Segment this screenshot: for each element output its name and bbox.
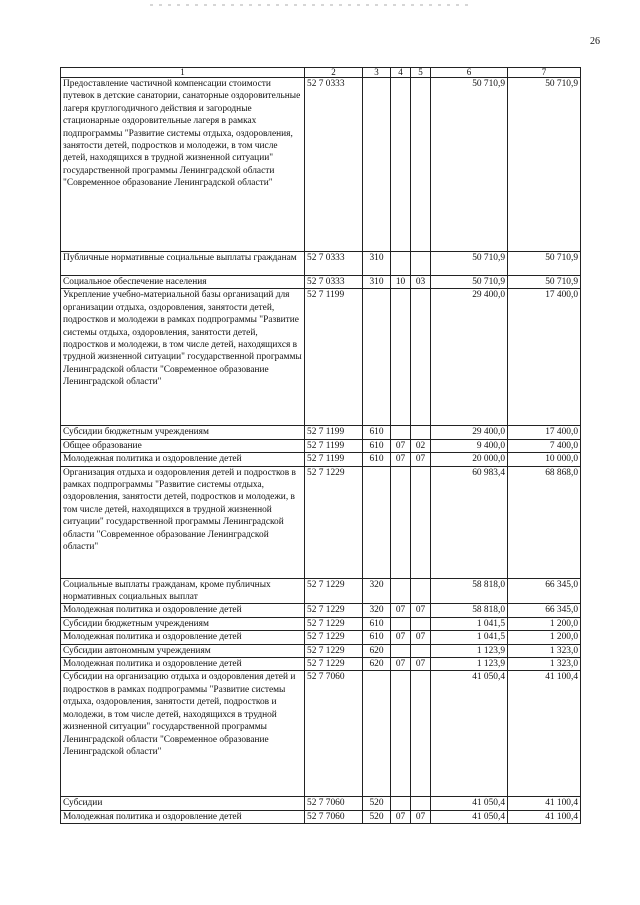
row-name: Субсидии бюджетным учреждениям — [61, 617, 305, 630]
column-header: 5 — [411, 68, 431, 78]
table-row — [61, 466, 581, 578]
row-amount-1: 50 710,9 — [431, 252, 508, 276]
row-expense-type: 320 — [363, 604, 391, 617]
row-name: Молодежная политика и оздоровление детей — [61, 810, 305, 823]
row-name: Молодежная политика и оздоровление детей — [61, 631, 305, 644]
row-name: Социальные выплаты гражданам, кроме публичных нормативных социальных выплат — [61, 578, 305, 604]
row-section — [391, 426, 411, 439]
row-name: Субсидии на организацию отдыха и оздоровления детей и подростков в рамках подпрограммы "Развитие системы отдыха, оздоровления, занятости детей, подростков и молодежи, в том числе детей, находящихся в трудной жизненной ситуации" государственной программы Ленинградской области "Современное образование Ленинградской области" — [61, 671, 305, 797]
row-section — [391, 289, 411, 426]
row-name: Публичные нормативные социальные выплаты гражданам — [61, 252, 305, 276]
table-row — [61, 453, 581, 466]
row-section — [391, 252, 411, 276]
table-row — [61, 289, 581, 426]
row-amount-1: 50 710,9 — [431, 78, 508, 252]
row-amount-1: 1 123,9 — [431, 658, 508, 671]
row-name: Молодежная политика и оздоровление детей — [61, 658, 305, 671]
row-expense-type: 620 — [363, 658, 391, 671]
row-target-code: 52 7 1199 — [305, 453, 363, 466]
row-expense-type — [363, 289, 391, 426]
row-amount-2: 41 100,4 — [508, 797, 581, 810]
row-target-code: 52 7 7060 — [305, 671, 363, 797]
table-row — [61, 439, 581, 452]
table-row — [61, 426, 581, 439]
row-section — [391, 78, 411, 252]
row-expense-type: 310 — [363, 276, 391, 289]
row-name: Субсидии автономным учреждениям — [61, 644, 305, 657]
table-row — [61, 578, 581, 604]
row-amount-1: 9 400,0 — [431, 439, 508, 452]
row-section: 07 — [391, 604, 411, 617]
row-section — [391, 797, 411, 810]
row-subsection — [411, 644, 431, 657]
row-target-code: 52 7 1199 — [305, 439, 363, 452]
row-section — [391, 466, 411, 578]
row-target-code: 52 7 1229 — [305, 578, 363, 604]
row-section — [391, 617, 411, 630]
row-target-code: 52 7 1229 — [305, 644, 363, 657]
row-amount-1: 60 983,4 — [431, 466, 508, 578]
row-amount-2: 50 710,9 — [508, 276, 581, 289]
row-subsection — [411, 797, 431, 810]
row-target-code: 52 7 1229 — [305, 466, 363, 578]
row-amount-1: 20 000,0 — [431, 453, 508, 466]
row-expense-type: 610 — [363, 631, 391, 644]
row-name: Общее образование — [61, 439, 305, 452]
row-expense-type — [363, 78, 391, 252]
row-target-code: 52 7 1229 — [305, 658, 363, 671]
row-expense-type: 520 — [363, 810, 391, 823]
row-subsection — [411, 617, 431, 630]
row-expense-type: 610 — [363, 453, 391, 466]
row-amount-1: 41 050,4 — [431, 671, 508, 797]
row-subsection — [411, 466, 431, 578]
row-amount-2: 1 323,0 — [508, 658, 581, 671]
row-amount-2: 17 400,0 — [508, 289, 581, 426]
row-section: 07 — [391, 631, 411, 644]
row-amount-1: 50 710,9 — [431, 276, 508, 289]
row-amount-1: 58 818,0 — [431, 578, 508, 604]
row-target-code: 52 7 1229 — [305, 604, 363, 617]
column-header: 6 — [431, 68, 508, 78]
table-row — [61, 604, 581, 617]
row-name: Субсидии — [61, 797, 305, 810]
row-amount-2: 1 200,0 — [508, 631, 581, 644]
row-amount-1: 1 041,5 — [431, 617, 508, 630]
row-amount-2: 68 868,0 — [508, 466, 581, 578]
scan-artifact — [150, 4, 470, 6]
row-amount-2: 41 100,4 — [508, 810, 581, 823]
row-target-code: 52 7 7060 — [305, 810, 363, 823]
row-target-code: 52 7 1229 — [305, 617, 363, 630]
row-subsection: 03 — [411, 276, 431, 289]
row-expense-type: 610 — [363, 617, 391, 630]
row-expense-type: 520 — [363, 797, 391, 810]
row-section: 07 — [391, 658, 411, 671]
row-section — [391, 578, 411, 604]
row-name: Субсидии бюджетным учреждениям — [61, 426, 305, 439]
table-row — [61, 631, 581, 644]
row-amount-1: 41 050,4 — [431, 810, 508, 823]
page-number: 26 — [590, 36, 600, 47]
table-row — [61, 810, 581, 823]
table-row — [61, 252, 581, 276]
column-header: 2 — [305, 68, 363, 78]
row-section — [391, 671, 411, 797]
row-amount-2: 10 000,0 — [508, 453, 581, 466]
column-header: 4 — [391, 68, 411, 78]
column-header: 1 — [61, 68, 305, 78]
column-header: 3 — [363, 68, 391, 78]
table-row — [61, 797, 581, 810]
table-row — [61, 644, 581, 657]
row-target-code: 52 7 0333 — [305, 276, 363, 289]
table-row — [61, 658, 581, 671]
row-section — [391, 644, 411, 657]
row-subsection — [411, 426, 431, 439]
column-header: 7 — [508, 68, 581, 78]
row-expense-type: 320 — [363, 578, 391, 604]
row-amount-1: 58 818,0 — [431, 604, 508, 617]
row-expense-type: 610 — [363, 439, 391, 452]
row-amount-1: 1 123,9 — [431, 644, 508, 657]
row-target-code: 52 7 1199 — [305, 426, 363, 439]
row-amount-1: 29 400,0 — [431, 289, 508, 426]
row-expense-type — [363, 466, 391, 578]
row-amount-2: 17 400,0 — [508, 426, 581, 439]
table-row — [61, 276, 581, 289]
row-name: Социальное обеспечение населения — [61, 276, 305, 289]
row-amount-1: 29 400,0 — [431, 426, 508, 439]
row-target-code: 52 7 0333 — [305, 252, 363, 276]
row-expense-type — [363, 671, 391, 797]
budget-table — [60, 67, 581, 824]
row-target-code: 52 7 1229 — [305, 631, 363, 644]
row-name: Укрепление учебно-материальной базы организаций для организации отдыха, оздоровления, занятости детей, подростков и молодежи в рамках подпрограммы "Развитие системы отдыха, оздоровления, занятости детей, подростков и молодежи, в том числе детей, находящихся в трудной жизненной ситуации" государственной программы Ленинградской области "Современное образование Ленинградской области" — [61, 289, 305, 426]
row-amount-2: 66 345,0 — [508, 604, 581, 617]
row-expense-type: 610 — [363, 426, 391, 439]
table-row — [61, 671, 581, 797]
row-name: Молодежная политика и оздоровление детей — [61, 453, 305, 466]
row-subsection: 02 — [411, 439, 431, 452]
row-subsection: 07 — [411, 453, 431, 466]
row-amount-2: 66 345,0 — [508, 578, 581, 604]
row-target-code: 52 7 7060 — [305, 797, 363, 810]
table-row — [61, 78, 581, 252]
row-subsection: 07 — [411, 658, 431, 671]
row-amount-2: 41 100,4 — [508, 671, 581, 797]
row-section: 07 — [391, 810, 411, 823]
row-subsection: 07 — [411, 604, 431, 617]
row-section: 07 — [391, 439, 411, 452]
row-amount-2: 50 710,9 — [508, 78, 581, 252]
table-header-row — [61, 68, 581, 78]
row-subsection — [411, 671, 431, 797]
row-amount-1: 41 050,4 — [431, 797, 508, 810]
row-subsection — [411, 578, 431, 604]
row-amount-2: 1 323,0 — [508, 644, 581, 657]
row-expense-type: 620 — [363, 644, 391, 657]
row-target-code: 52 7 1199 — [305, 289, 363, 426]
row-amount-2: 50 710,9 — [508, 252, 581, 276]
row-subsection — [411, 289, 431, 426]
row-amount-1: 1 041,5 — [431, 631, 508, 644]
row-amount-2: 1 200,0 — [508, 617, 581, 630]
row-name: Организация отдыха и оздоровления детей и подростков в рамках подпрограммы "Развитие системы отдыха, оздоровления, занятости детей, подростков и молодежи, в том числе детей, находящихся в трудной жизненной ситуации" государственной программы Ленинградской области "Современное образование Ленинградской области" — [61, 466, 305, 578]
row-expense-type: 310 — [363, 252, 391, 276]
row-subsection — [411, 252, 431, 276]
row-name: Молодежная политика и оздоровление детей — [61, 604, 305, 617]
row-subsection — [411, 78, 431, 252]
row-section: 10 — [391, 276, 411, 289]
row-target-code: 52 7 0333 — [305, 78, 363, 252]
row-amount-2: 7 400,0 — [508, 439, 581, 452]
row-subsection: 07 — [411, 631, 431, 644]
row-name: Предоставление частичной компенсации стоимости путевок в детские санатории, санаторные оздоровительные лагеря круглогодичного действия и загородные стационарные оздоровительные лагеря в рамках подпрограммы "Развитие системы отдыха, оздоровления, занятости детей, подростков и молодежи, в том числе детей, находящихся в трудной жизненной ситуации" государственной программы Ленинградской области "Современное образование Ленинградской области" — [61, 78, 305, 252]
row-subsection: 07 — [411, 810, 431, 823]
table-row — [61, 617, 581, 630]
row-section: 07 — [391, 453, 411, 466]
